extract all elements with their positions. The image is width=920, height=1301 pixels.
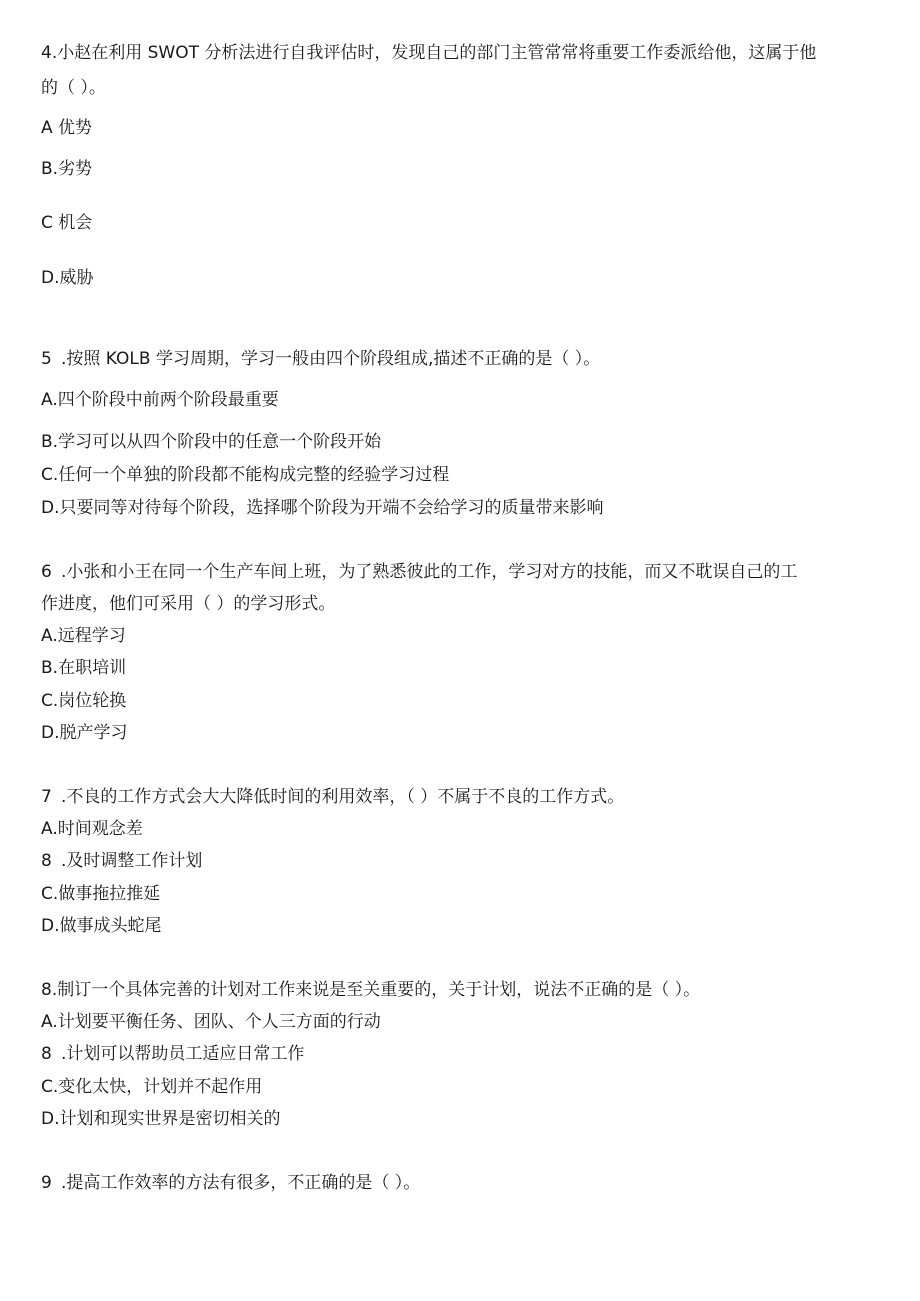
q6-number: 6 (41, 562, 52, 582)
q7-option-d: D.做事成头蛇尾 (41, 916, 162, 936)
q9-number: 9 (41, 1173, 52, 1193)
q6-option-d: D.脱产学习 (41, 723, 128, 743)
q8-option-c: C.变化太快，计划并不起作用 (41, 1077, 263, 1097)
q7-option-b (41, 850, 202, 872)
q8-option-a: A.计划要平衡任务、团队、个人三方面的行动 (41, 1012, 381, 1032)
q5-option-c: C.任何一个单独的阶段都不能构成完整的经验学习过程 (41, 465, 450, 485)
q8-option-d: D.计划和现实世界是密切相关的 (41, 1109, 281, 1129)
q4-option-b: B.劣势 (41, 159, 93, 179)
q5-option-b: B.学习可以从四个阶段中的任意一个阶段开始 (41, 432, 382, 452)
q8-option-b-text: .计划可以帮助员工适应日常工作 (61, 1044, 305, 1064)
q5-option-d: D.只要同等对待每个阶段，选择哪个阶段为开端不会给学习的质量带来影响 (41, 498, 604, 518)
q4-option-c: C 机会 (41, 213, 93, 233)
q4-option-d: D.威胁 (41, 268, 94, 288)
q6-stem-line1 (41, 561, 797, 583)
q6-option-b: B.在职培训 (41, 658, 127, 678)
q5-stem-text: .按照 KOLB 学习周期，学习一般由四个阶段组成,描述不正确的是（ ）。 (61, 349, 601, 369)
q4-stem-line2: 的（ ）。 (41, 78, 106, 98)
q4-option-a: A 优势 (41, 118, 93, 138)
q5-stem (41, 348, 600, 370)
q6-option-c: C.岗位轮换 (41, 691, 127, 711)
q5-option-a: A.四个阶段中前两个阶段最重要 (41, 390, 279, 410)
q5-number: 5 (41, 349, 52, 369)
q9-stem-text: .提高工作效率的方法有很多，不正确的是（ ）。 (61, 1173, 421, 1193)
q9-stem (41, 1172, 420, 1194)
q6-stem-line2: 作进度，他们可采用（ ）的学习形式。 (41, 594, 336, 614)
q8-stem: 8.制订一个具体完善的计划对工作来说是至关重要的，关于计划，说法不正确的是（ ）。 (41, 980, 701, 1000)
q7-option-b-text: .及时调整工作计划 (61, 851, 203, 871)
q6-stem-text: .小张和小王在同一个生产车间上班，为了熟悉彼此的工作，学习对方的技能，而又不耽误自己的工 (61, 562, 798, 582)
q6-option-a: A.远程学习 (41, 626, 126, 646)
q7-option-a: A.时间观念差 (41, 819, 143, 839)
q7-stem (41, 786, 624, 808)
q4-stem-line1: 4.小赵在利用 SWOT 分析法进行自我评估时，发现自己的部门主管常常将重要工作委派给他，这属于他 (41, 43, 817, 63)
q7-stem-text: .不良的工作方式会大大降低时间的利用效率，（ ）不属于不良的工作方式。 (61, 787, 625, 807)
q8-option-b (41, 1043, 304, 1065)
q7-option-b-number: 8 (41, 851, 52, 871)
q8-option-b-number: 8 (41, 1044, 52, 1064)
q7-option-c: C.做事拖拉推延 (41, 884, 161, 904)
q7-number: 7 (41, 787, 52, 807)
